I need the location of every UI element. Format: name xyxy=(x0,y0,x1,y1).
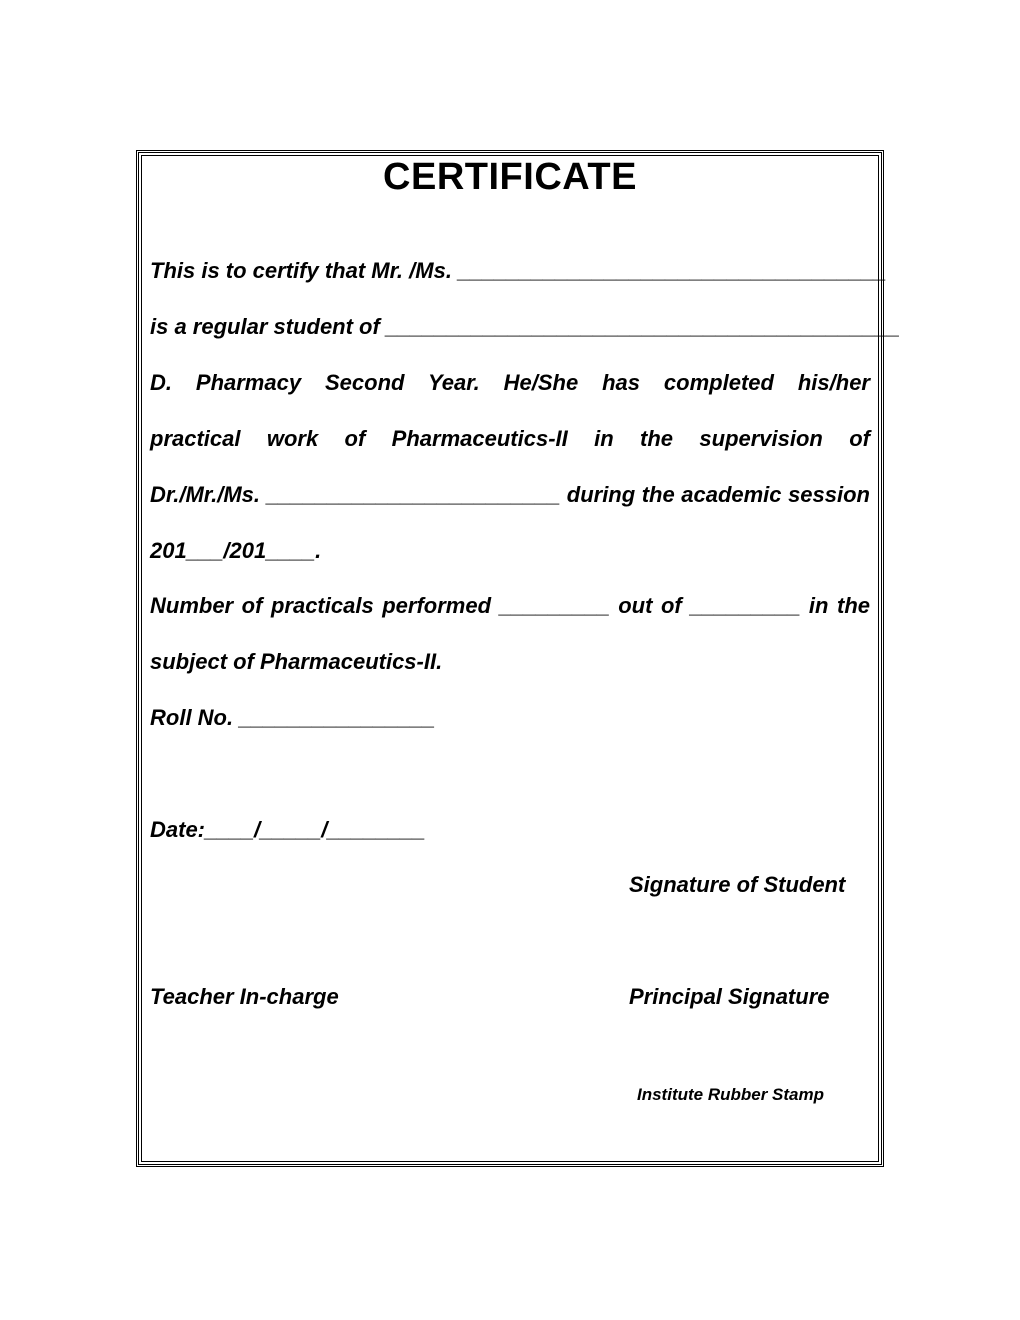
supervisor-line: Dr./Mr./Ms. ________________________ during the academic session xyxy=(150,482,870,507)
certify-name-line: This is to certify that Mr. /Ms. ___________________________________ xyxy=(150,258,887,283)
teacher-incharge-label: Teacher In-charge xyxy=(150,984,339,1009)
principal-signature-label: Principal Signature xyxy=(629,984,830,1009)
subject-line: subject of Pharmaceutics-II. xyxy=(150,649,443,674)
course-line: D. Pharmacy Second Year. He/She has completed his/her xyxy=(150,370,870,395)
certificate-title: CERTIFICATE xyxy=(383,156,637,198)
roll-number-line: Roll No. ________________ xyxy=(150,705,435,730)
institute-stamp-label: Institute Rubber Stamp xyxy=(637,1085,825,1104)
practicals-count-line: Number of practicals performed _________ out of _________ in the xyxy=(150,593,870,618)
date-line: Date:____/_____/________ xyxy=(150,817,426,842)
practical-work-line: practical work of Pharmaceutics-II in the supervision of xyxy=(150,426,870,451)
student-of-line: is a regular student of __________________________________________ xyxy=(150,314,900,339)
session-line: 201___/201____. xyxy=(150,538,322,563)
student-signature-label: Signature of Student xyxy=(629,872,846,897)
